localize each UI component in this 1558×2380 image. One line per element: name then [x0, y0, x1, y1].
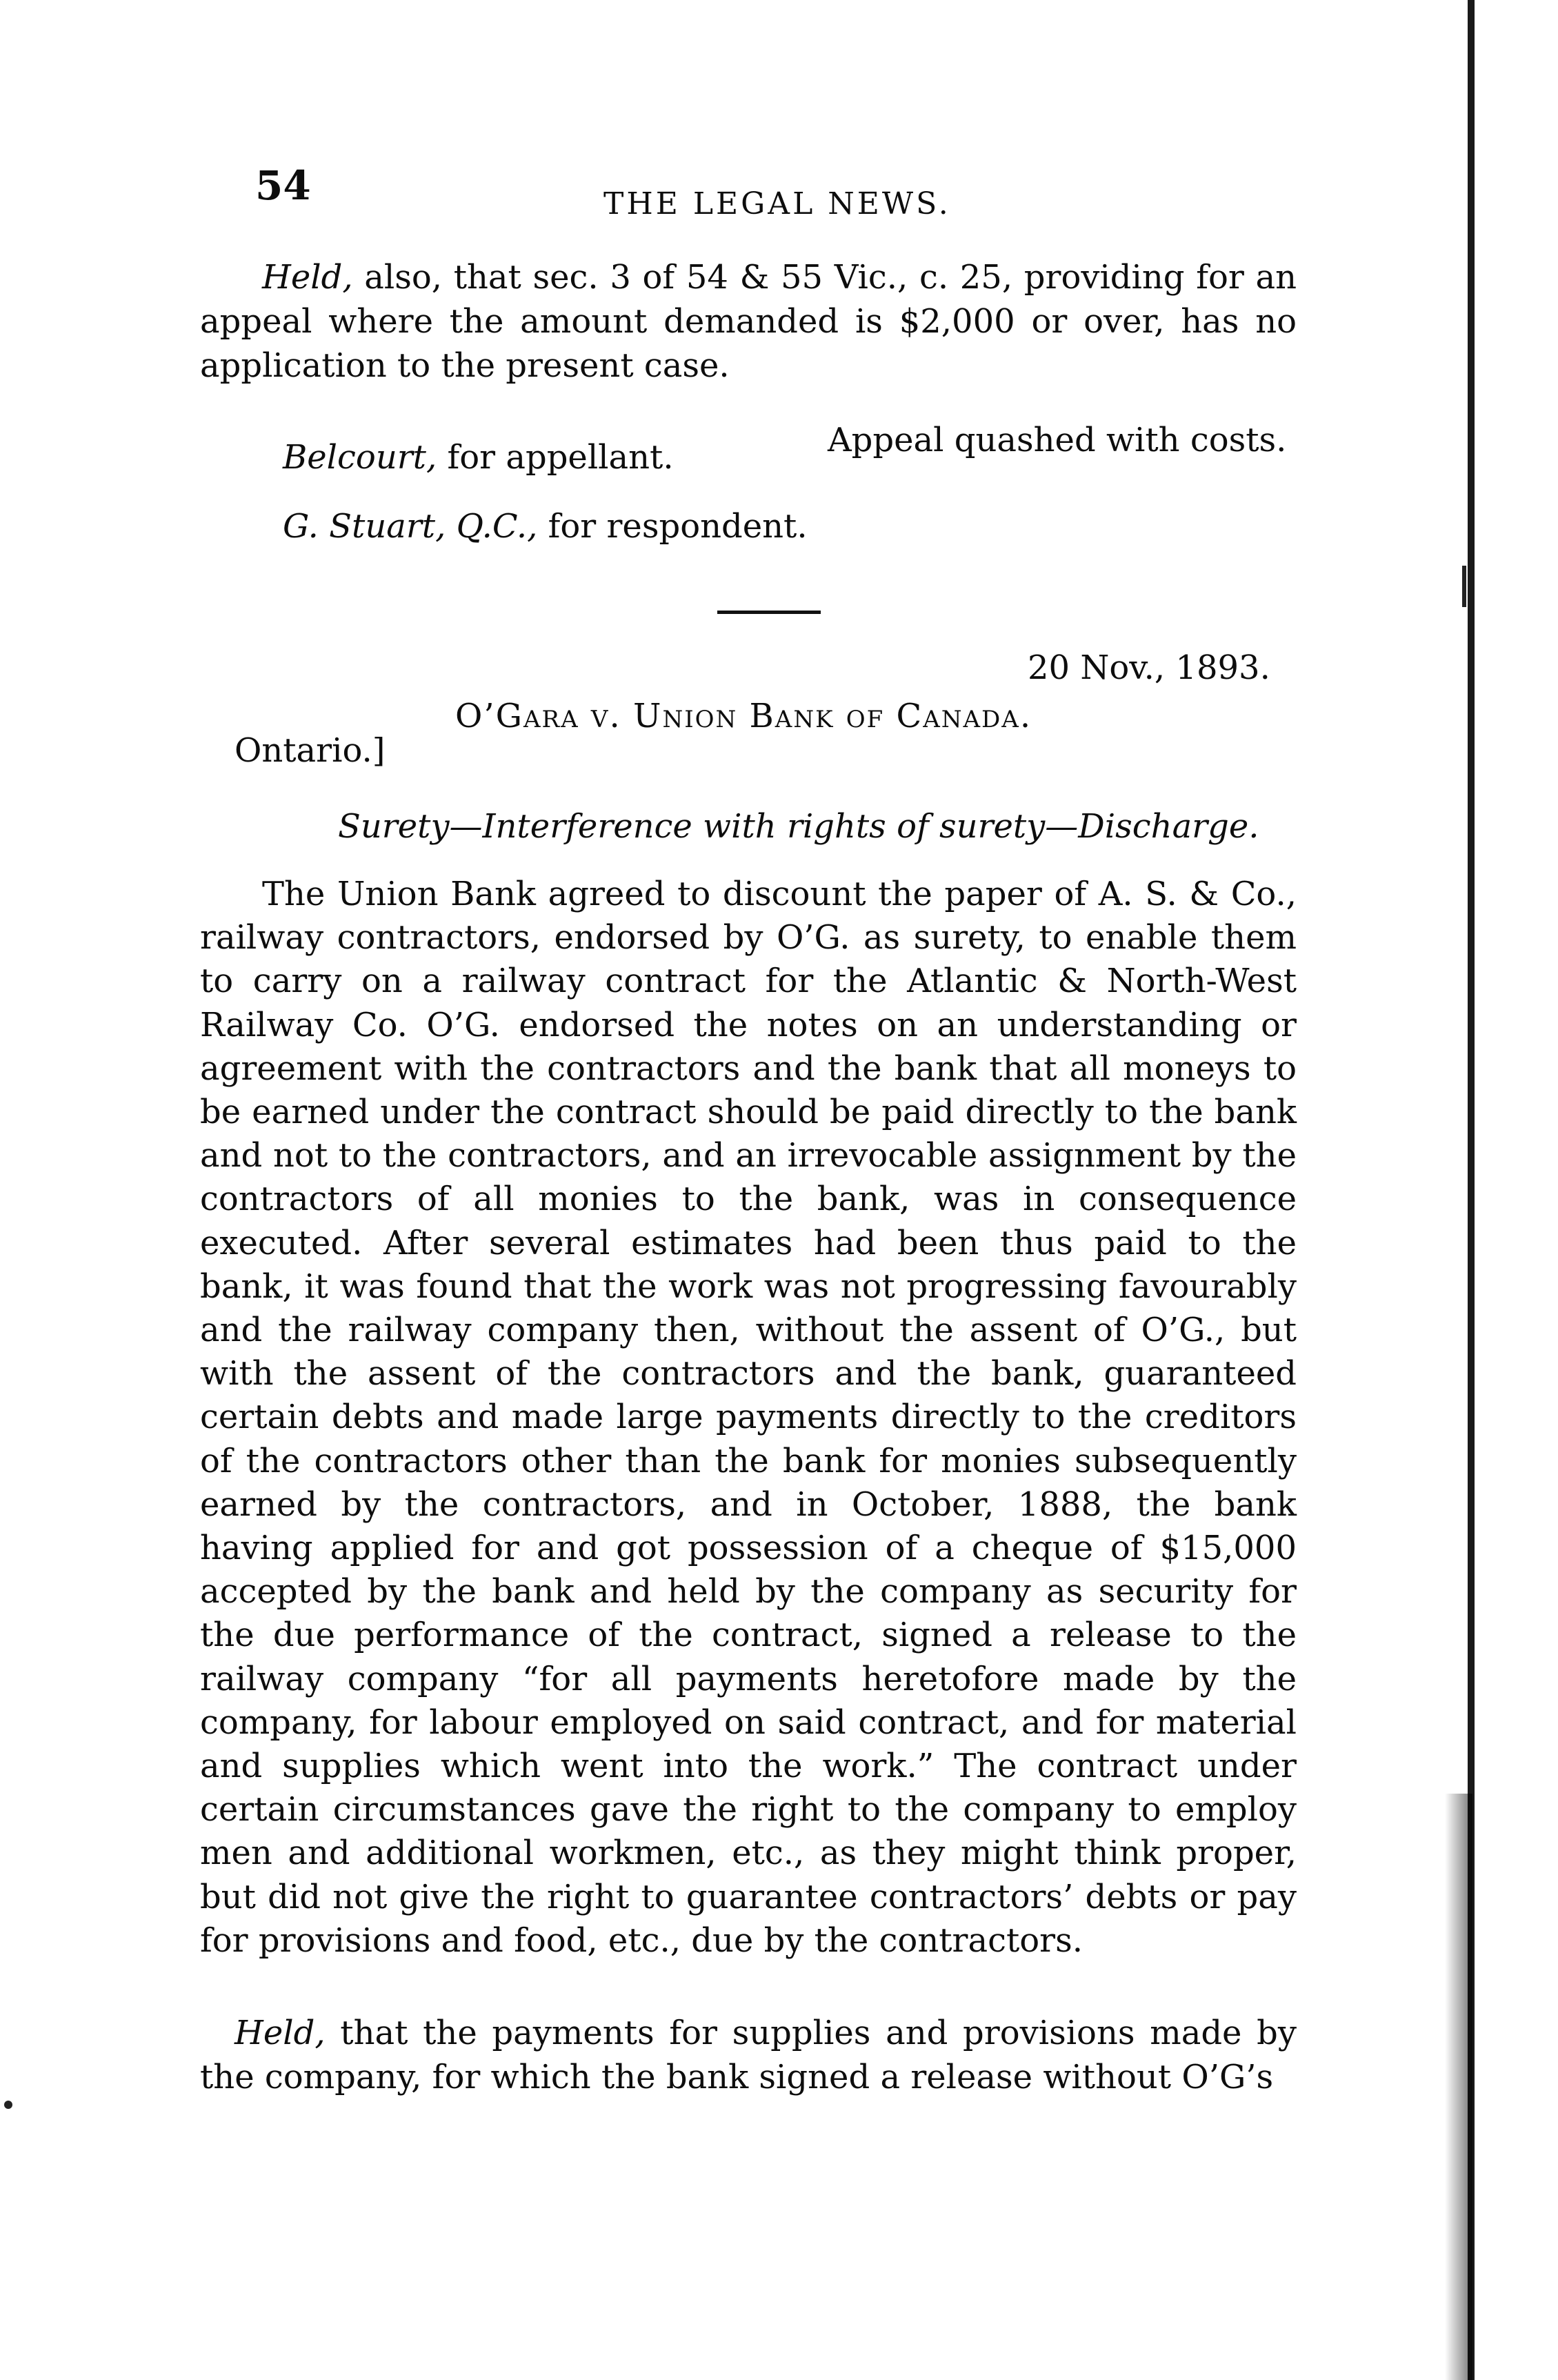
section-divider [717, 611, 821, 614]
held-label: Held, [262, 258, 353, 297]
counsel-name: Belcourt, [283, 438, 437, 477]
case-facts-paragraph: The Union Bank agreed to discount the paper of A. S. & Co., railway contractors, endorsed by O’G. as surety, to enable them to carry on a railway contract for the Atlantic & North-West Railway Co. O’G. endorsed the notes on an understanding or agreement with the contractors and the bank that all moneys to be earned under the contract should be paid directly to the bank and not to the contractors, and an irrevocable assignment by the contractors of all monies to the bank, was in consequence executed. After several estimates had been thus paid to the bank, it was found that the work was not progressing favourably and the railway company then, without the assent of O’G., but with the assent of the contractors and the bank, guaranteed certain debts and made large payments directly to the creditors of the contractors other than the bank for monies subsequently earned by the contractors, and in October, 1888, the bank having applied for and got possession of a cheque of $15,000 accepted by the bank and held by the company as security for the due performance of the contract, signed a release to the railway company “for all payments heretofore made by the company, for labour employed on said contract, and for material and supplies which went into the work.” The contract under certain circumstances gave the right to the company to employ men and additional workmen, etc., as they might think proper, but did not give the right to guarantee contractors’ debts or pay for provisions and food, etc., due by the contractors. [200, 875, 1297, 1960]
counsel-role: for respondent. [537, 507, 808, 546]
case-result: Appeal quashed with costs. [828, 421, 1287, 459]
case-headnote: Surety—Interference with rights of surety—Discharge. [338, 807, 1259, 846]
held-paragraph [200, 2011, 1297, 2099]
counsel-role: for appellant. [437, 438, 674, 477]
held-text: also, that sec. 3 of 54 & 55 Vic., c. 25, providing for an appeal where the amount demanded is $2,000 or over, has no application to the present case. [200, 258, 1297, 385]
case-province: Ontario.] [234, 731, 386, 770]
case-date: 20 Nov., 1893. [1028, 648, 1270, 687]
held-paragraph-previous-case [200, 255, 1297, 388]
page-number: 54 [255, 162, 311, 209]
counsel-name: G. Stuart, Q.C., [283, 507, 538, 546]
edge-mark [1462, 566, 1466, 607]
binding-shadow [1445, 1794, 1472, 2380]
case-title: O’Gara v. Union Bank of Canada. [455, 697, 1032, 735]
counsel-respondent [283, 507, 808, 546]
held-text: that the payments for supplies and provisions made by the company, for which the bank signed a release without O’G’s [200, 2014, 1297, 2096]
counsel-appellant [283, 438, 674, 477]
running-head: THE LEGAL NEWS. [603, 186, 951, 221]
held-label: Held, [234, 2014, 326, 2052]
scan-speck [4, 2101, 12, 2109]
